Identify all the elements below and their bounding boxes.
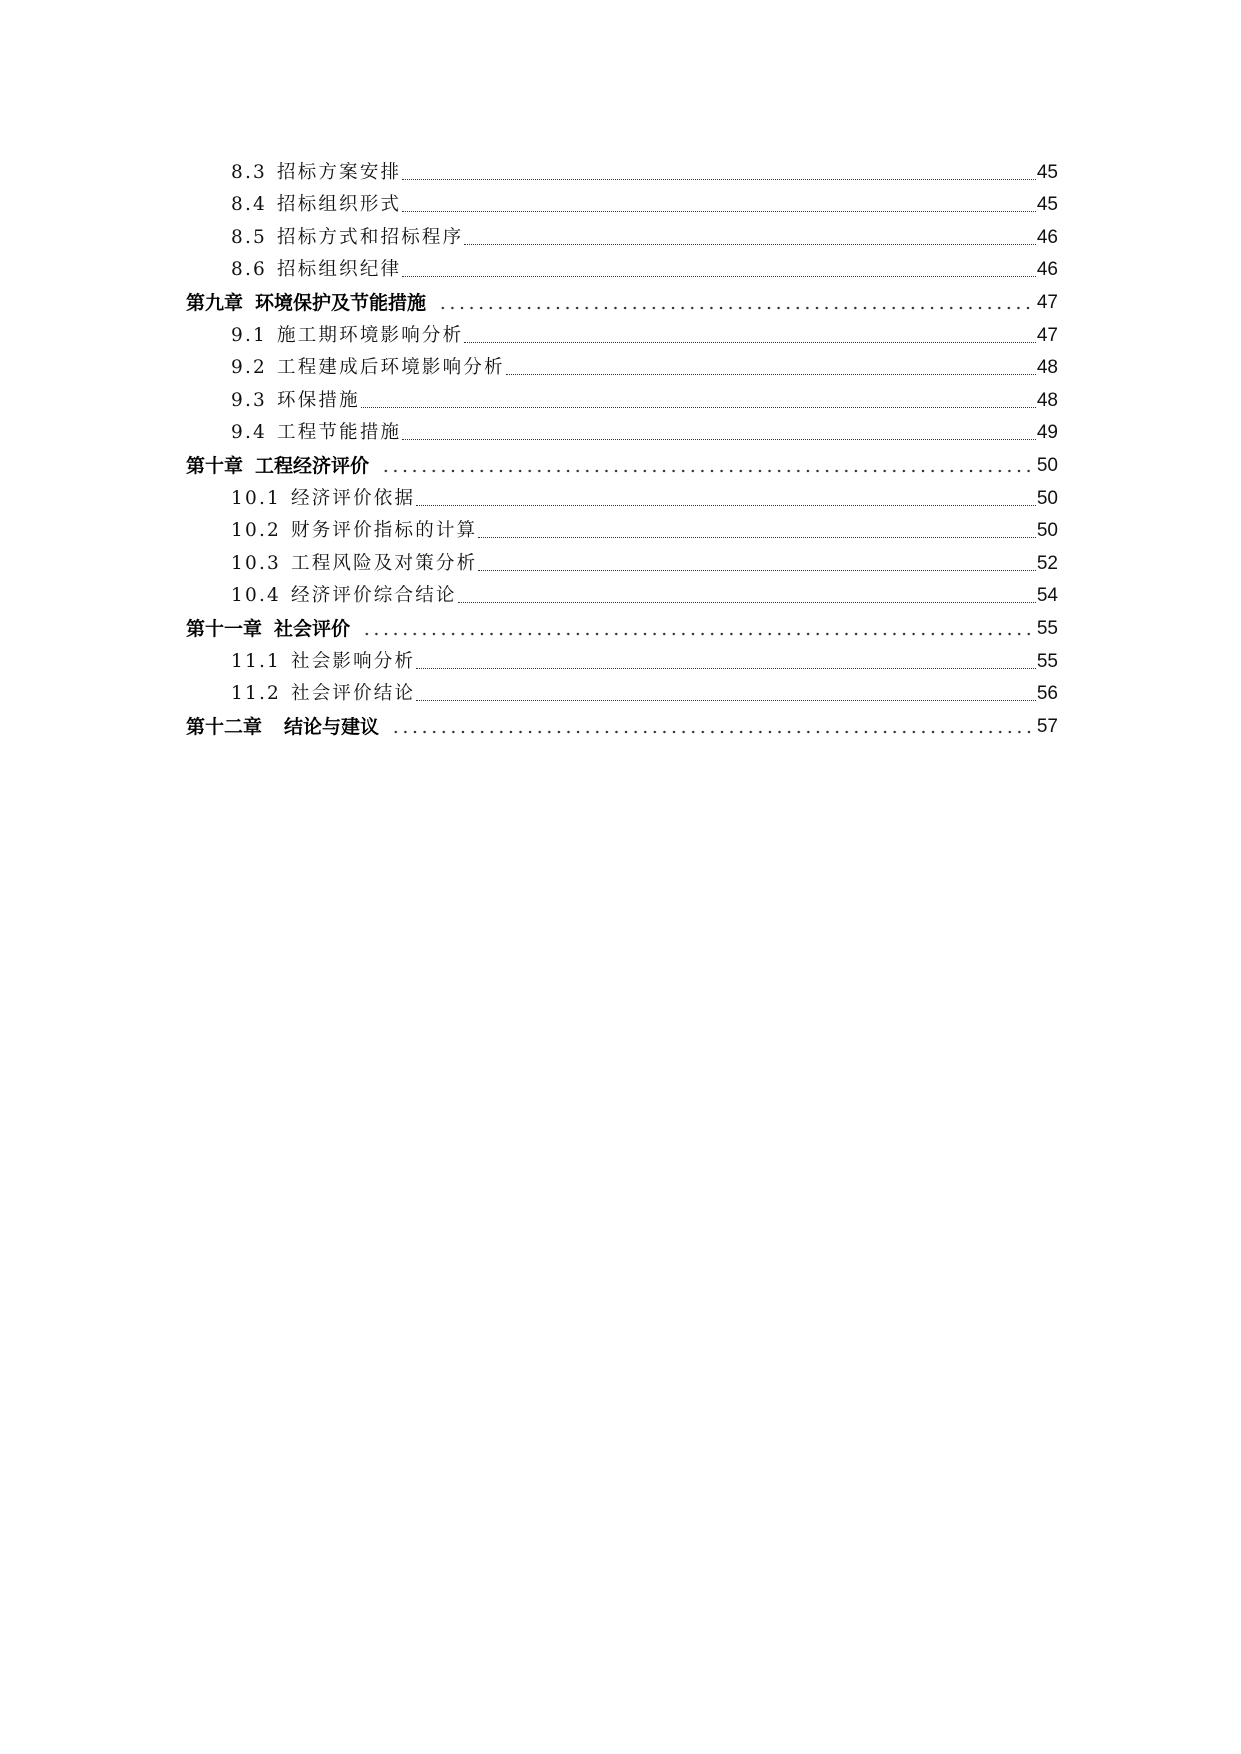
toc-entry-9-3[interactable] <box>186 380 1058 413</box>
toc-entry-10-1[interactable] <box>186 478 1058 511</box>
toc-entry-title: 招标组织纪律 <box>277 259 402 281</box>
toc-chapter-title: 结论与建议 <box>284 715 380 738</box>
toc-entry-8-5[interactable] <box>186 217 1058 250</box>
toc-entry-title: 工程建成后环境影响分析 <box>277 357 505 379</box>
toc-chapter-number: 第十二章 <box>186 715 263 738</box>
dot-leader <box>506 360 1036 375</box>
table-of-contents <box>186 152 1058 739</box>
toc-entry-title: 经济评价依据 <box>291 487 416 509</box>
dot-leader <box>464 230 1036 245</box>
toc-entry-title: 施工期环境影响分析 <box>277 324 464 346</box>
toc-entry-page: 45 <box>1036 194 1058 216</box>
dot-leader <box>478 556 1036 571</box>
toc-chapter-number: 第十章 <box>186 454 244 477</box>
toc-entry-page: 55 <box>1036 650 1058 672</box>
toc-entry-10-4[interactable] <box>186 576 1058 609</box>
dot-leader <box>478 523 1036 538</box>
toc-entry-8-3[interactable] <box>186 152 1058 185</box>
toc-entry-title: 招标方式和招标程序 <box>277 226 464 248</box>
dot-leader <box>402 425 1036 440</box>
toc-entry-11-1[interactable] <box>186 641 1058 674</box>
toc-entry-title: 招标组织形式 <box>277 194 402 216</box>
toc-entry-page: 49 <box>1036 422 1058 444</box>
dot-leader <box>438 296 1033 310</box>
toc-entry-9-2[interactable] <box>186 348 1058 381</box>
toc-entry-title: 工程节能措施 <box>277 422 402 444</box>
dot-leader <box>402 165 1036 180</box>
toc-entry-title: 环保措施 <box>277 389 360 411</box>
toc-entry-number: 10.4 <box>231 585 281 607</box>
toc-entry-10-3[interactable] <box>186 543 1058 576</box>
toc-entry-number: 10.3 <box>231 552 281 574</box>
dot-leader <box>381 459 1033 473</box>
toc-entry-number: 9.4 <box>231 422 268 444</box>
toc-entry-9-1[interactable] <box>186 315 1058 348</box>
toc-chapter-page: 55 <box>1036 617 1058 639</box>
toc-chapter-10[interactable] <box>186 445 1058 478</box>
toc-chapter-11[interactable] <box>186 608 1058 641</box>
toc-entry-title: 社会影响分析 <box>291 650 416 672</box>
toc-entry-page: 54 <box>1036 585 1058 607</box>
toc-entry-8-4[interactable] <box>186 185 1058 218</box>
toc-entry-page: 45 <box>1036 161 1058 183</box>
toc-entry-number: 9.3 <box>231 389 268 411</box>
toc-entry-page: 50 <box>1036 520 1058 542</box>
toc-entry-title: 工程风险及对策分析 <box>291 552 478 574</box>
toc-chapter-number: 第十一章 <box>186 617 263 640</box>
toc-entry-page: 52 <box>1036 552 1058 574</box>
toc-chapter-page: 50 <box>1036 454 1058 476</box>
toc-entry-number: 9.1 <box>231 324 268 346</box>
dot-leader <box>361 393 1036 408</box>
toc-entry-8-6[interactable] <box>186 250 1058 283</box>
toc-entry-number: 9.2 <box>231 357 268 379</box>
toc-entry-title: 招标方案安排 <box>277 161 402 183</box>
toc-entry-11-2[interactable] <box>186 674 1058 707</box>
toc-entry-title: 经济评价综合结论 <box>291 585 457 607</box>
dot-leader <box>464 328 1036 343</box>
toc-entry-number: 8.3 <box>231 161 268 183</box>
toc-chapter-title: 社会评价 <box>274 617 351 640</box>
toc-entry-number: 10.2 <box>231 520 281 542</box>
dot-leader <box>402 262 1036 277</box>
toc-entry-page: 46 <box>1036 226 1058 248</box>
dot-leader <box>416 491 1036 506</box>
toc-entry-page: 47 <box>1036 324 1058 346</box>
dot-leader <box>458 588 1036 603</box>
toc-entry-page: 46 <box>1036 259 1058 281</box>
toc-entry-page: 48 <box>1036 389 1058 411</box>
dot-leader <box>362 622 1033 636</box>
toc-entry-title: 社会评价结论 <box>291 683 416 705</box>
dot-leader <box>416 654 1036 669</box>
dot-leader <box>416 686 1036 701</box>
toc-entry-title: 财务评价指标的计算 <box>291 520 478 542</box>
toc-entry-number: 8.6 <box>231 259 268 281</box>
toc-chapter-title: 工程经济评价 <box>255 454 370 477</box>
toc-entry-number: 8.5 <box>231 226 268 248</box>
toc-entry-page: 48 <box>1036 357 1058 379</box>
toc-chapter-page: 57 <box>1036 715 1058 737</box>
toc-entry-number: 11.2 <box>231 683 281 705</box>
toc-entry-page: 56 <box>1036 683 1058 705</box>
toc-entry-number: 10.1 <box>231 487 281 509</box>
toc-entry-page: 50 <box>1036 487 1058 509</box>
toc-entry-number: 8.4 <box>231 194 268 216</box>
toc-chapter-title: 环境保护及节能措施 <box>255 291 427 314</box>
toc-entry-10-2[interactable] <box>186 511 1058 544</box>
toc-chapter-9[interactable] <box>186 282 1058 315</box>
dot-leader <box>402 197 1036 212</box>
toc-chapter-page: 47 <box>1036 291 1058 313</box>
dot-leader <box>391 720 1033 734</box>
toc-entry-9-4[interactable] <box>186 413 1058 446</box>
toc-entry-number: 11.1 <box>231 650 281 672</box>
toc-chapter-number: 第九章 <box>186 291 244 314</box>
toc-chapter-12[interactable] <box>186 706 1058 739</box>
